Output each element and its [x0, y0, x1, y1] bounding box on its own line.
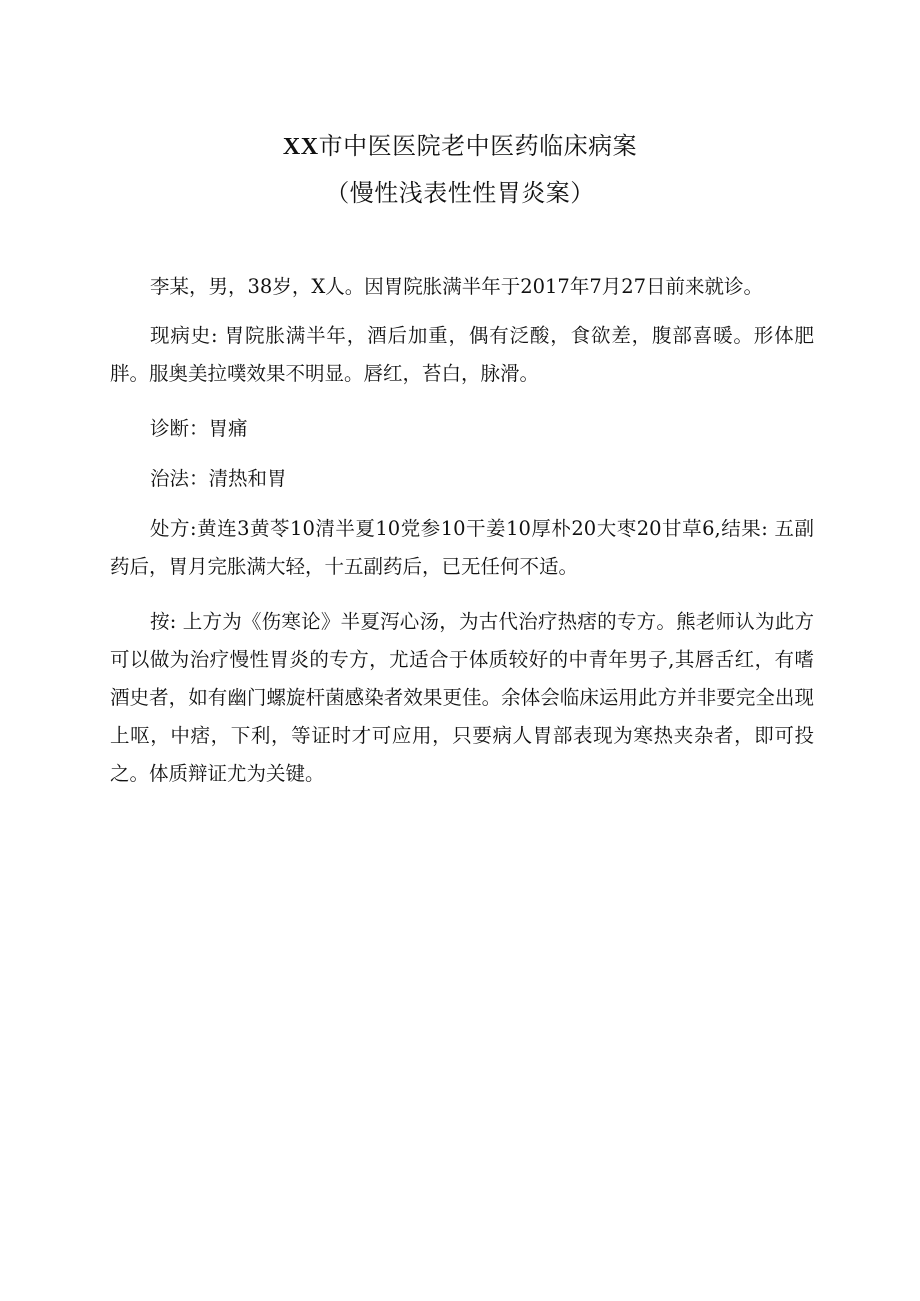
title-prefix: XX [282, 134, 319, 160]
title-text: 市中医医院老中医药临床病案 [318, 132, 638, 160]
patient-info-paragraph: 李某，男，38岁，X人。因胃院胀满半年于2017年7月27日前来就诊。 [150, 275, 764, 298]
document-title [0, 131, 920, 162]
document-subtitle: （慢性浅表性性胃炎案） [325, 179, 595, 207]
treatment-paragraph: 治法：清热和胃 [150, 467, 287, 490]
prescription-paragraph: 处方:黄连3黄苓10清半夏10党参10干姜10厚朴20大枣20甘草6,结果: 五副药后，胃月完胀满大轻，十五副药后，已无任何不适。 [110, 517, 814, 578]
history-paragraph: 现病史: 胃院胀满半年，酒后加重，偶有泛酸，食欲差，腹部喜暖。形体肥胖。服奥美拉噗效果不明显。唇红，苔白，脉滑。 [110, 324, 814, 385]
diagnosis-paragraph: 诊断：胃痛 [150, 417, 248, 440]
commentary-paragraph: 按: 上方为《伤寒论》半夏泻心汤，为古代治疗热痞的专方。熊老师认为此方可以做为治疗慢性胃炎的专方，尤适合于体质较好的中青年男子,其唇舌红，有嗜酒史者，如有幽门螺旋杆菌感染者效果更佳。余体会临床运用此方并非要完全出现上呕，中痞，下利，等证时才可应用，只要病人胃部表现为寒热夹杂者，即可投之。体质辩证尤为关键。 [110, 610, 814, 785]
